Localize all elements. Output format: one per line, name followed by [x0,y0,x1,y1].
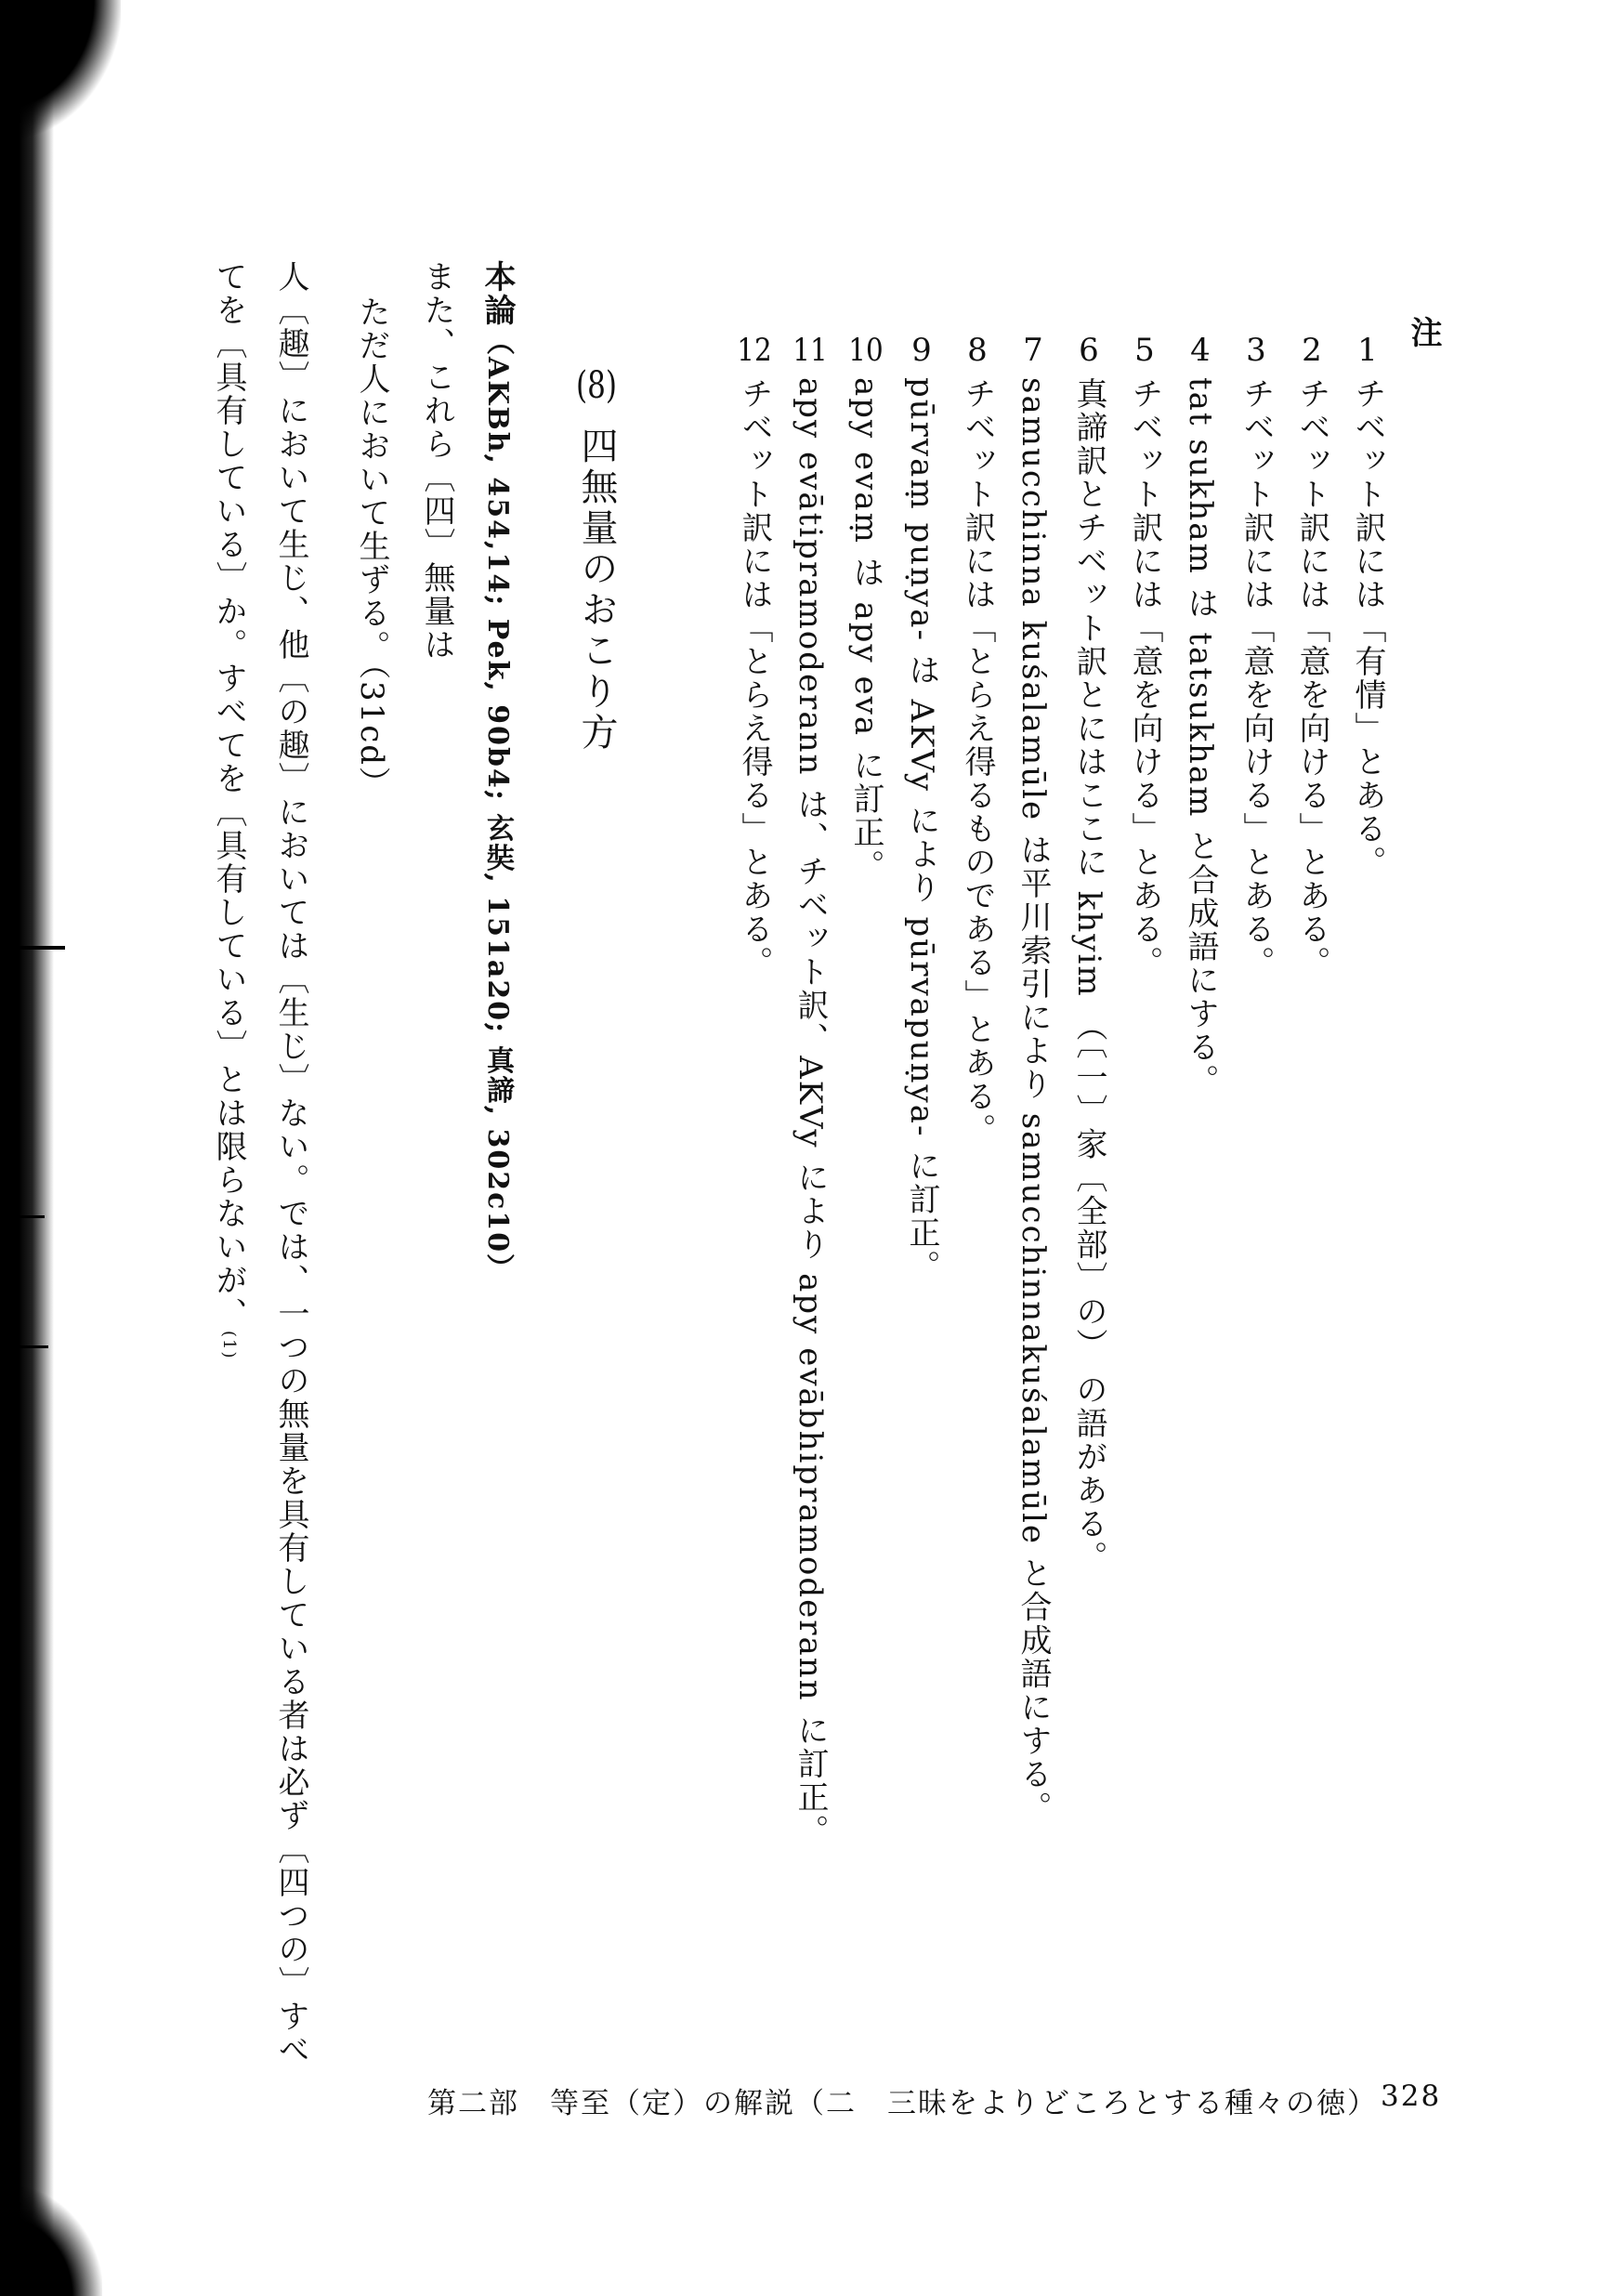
section-number: (8) [576,367,617,404]
note-item [1005,335,1061,1825]
note-item [950,335,1005,1147]
note-number: 6 [1079,335,1099,366]
note-number: 9 [911,335,932,366]
scan-edge-mark [0,946,65,950]
verse-line-2 [344,295,399,800]
honron-line [469,260,525,1283]
section-title: 四無量のおこり方 [575,426,618,754]
note-text: 真諦訳とチベット訳とにはここに khyim （〔一〕家〔全部〕の） の語がある。 [1070,377,1107,1575]
note-number: 1 [1357,335,1378,366]
scan-edge-mark [0,1215,45,1218]
footnote-reference: (1) [219,1331,239,1360]
note-text: apy evātipramoderann は、チベット訳、AKVy により apy evābhipramoderann に訂正。 [792,377,829,1848]
honron-label: 本論 [478,260,516,327]
note-number: 10 [848,335,884,366]
note-text: チベット訳には「意を向ける」とある。 [1293,377,1330,979]
body-text: 人〔趣〕において生じ、他〔の趣〕においては〔生じ〕ない。では、一つの無量を具有している者は必ず〔四つの〕すべ [272,260,309,2066]
body-line-2 [201,260,256,1360]
body-line-1 [263,260,319,2066]
scan-edge-mark [0,1345,48,1348]
note-item [1228,335,1284,979]
note-item [1284,335,1340,979]
note-text: apy evaṃ は apy eva に訂正。 [847,377,884,883]
note-text: チベット訳には「とらえ得るものである」とある。 [959,377,996,1147]
note-number: 4 [1190,335,1211,366]
notes-heading-text: 注 [1405,316,1442,349]
note-item [1172,335,1228,1097]
section-heading [569,367,624,754]
honron-citation: （AKBh, 454,14; Pek, 90b4; 玄奘, 151a20; 真諦, 302c10） [481,327,514,1284]
verse-text: また、これら〔四〕無量は [418,260,455,662]
note-item [1061,335,1117,1574]
note-text: samucchinna kuśalamūle は平川索引により samucchinnakuśalamūle と合成語にする。 [1015,377,1052,1825]
note-text: tat sukham は tatsukham と合成語にする。 [1182,377,1219,1098]
note-number: 7 [1023,335,1043,366]
note-number: 11 [792,335,828,366]
note-item [1117,335,1172,979]
notes-heading [1395,316,1451,349]
note-number: 8 [967,335,988,366]
note-item [1340,335,1395,879]
note-number: 2 [1302,335,1322,366]
running-title: 第二部 等至（定）の解説（二 三昧をよりどころとする種々の徳） [427,2087,1378,2120]
note-text: チベット訳には「有情」とある。 [1349,377,1386,879]
verse-line-1 [409,260,465,662]
note-number: 12 [737,335,772,366]
note-number: 5 [1134,335,1155,366]
note-number: 3 [1246,335,1266,366]
note-item [894,335,950,1283]
verse-text: ただ人において生ずる。（31cd） [353,295,390,801]
page-number: 328 [1381,2080,1442,2113]
note-item [782,335,838,1847]
note-text: チベット訳には「意を向ける」とある。 [1238,377,1275,979]
note-item [838,335,894,883]
note-item [727,335,782,979]
note-text: チベット訳には「意を向ける」とある。 [1126,377,1163,979]
note-text: pūrvaṃ puṇya- は AKVy により pūrvapuṇya- に訂正。 [903,377,940,1284]
scan-left-edge [0,0,54,2296]
scan-corner-bottom-left [0,2184,102,2296]
body-text: てを〔具有している〕か。すべてを〔具有している〕とは限らないが、 [210,260,247,1331]
scan-corner-top-left [0,0,121,139]
note-text: チベット訳には「とらえ得る」とある。 [736,377,773,979]
